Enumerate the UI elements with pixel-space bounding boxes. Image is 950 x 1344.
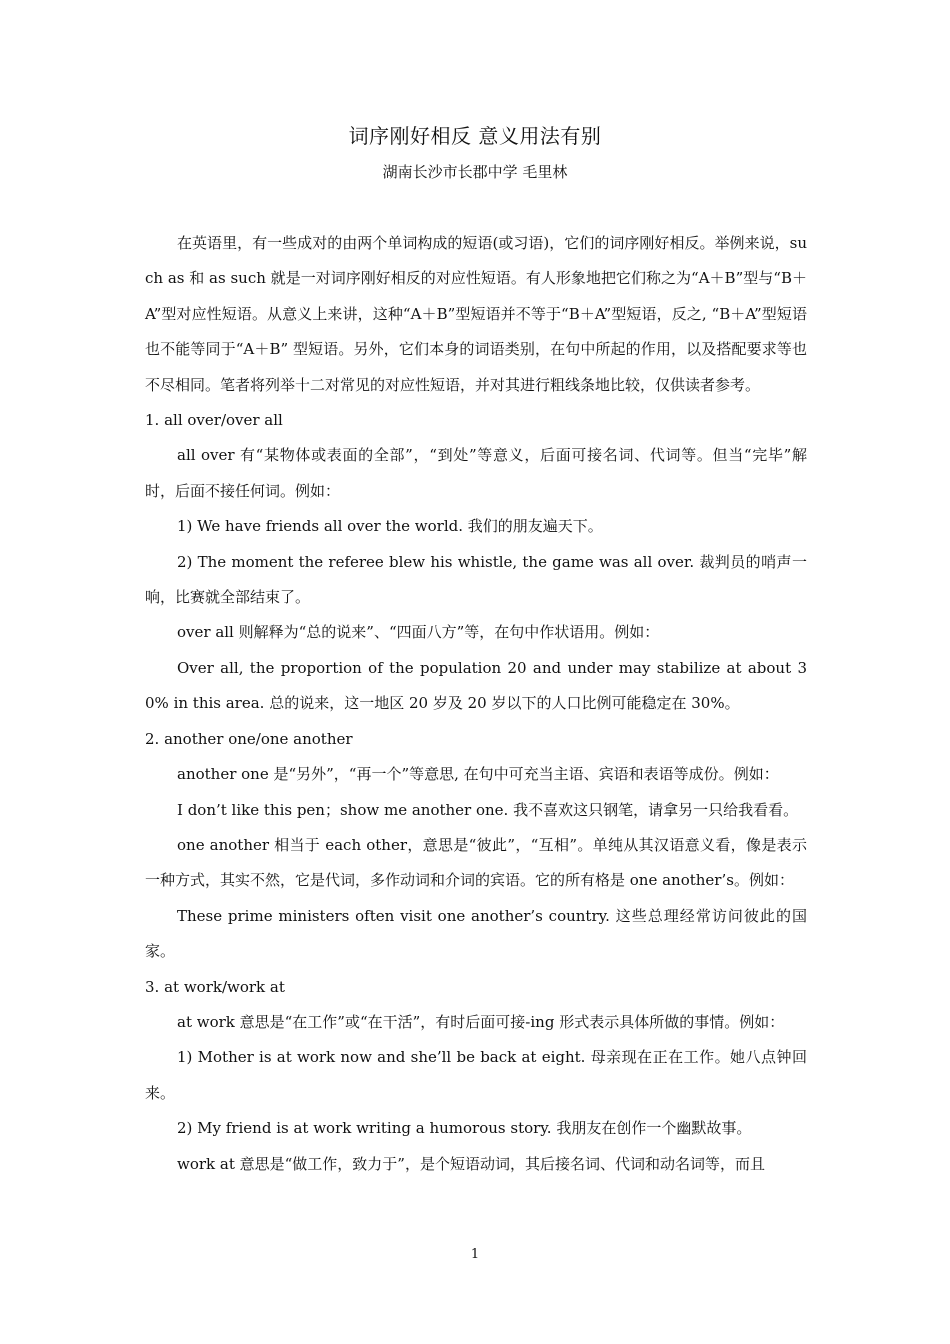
document-body: [145, 226, 807, 1182]
section-heading: 3. at work/work at: [145, 977, 285, 996]
paragraph: I don’t like this pen；show me another one. 我不喜欢这只钢笔，请拿另一只给我看看。: [177, 800, 799, 819]
paragraph: one another 相当于 each other，意思是“彼此”，“互相”。单纯从其汉语意义看，像是表示一种方式，其实不然，它是代词，多作动词和介词的宾语。它的所有格是 one another’s。例如：: [145, 835, 807, 890]
paragraph: work at 意思是“做工作，致力于”，是个短语动词，其后接名词、代词和动名词等，而且: [177, 1154, 765, 1173]
paragraph: over all 则解释为“总的说来”、“四面八方”等，在句中作状语用。例如：: [177, 623, 660, 642]
section-heading: 2. another one/one another: [145, 729, 353, 748]
paragraph: another one 是“另外”，“再一个”等意思, 在句中可充当主语、宾语和表语等成份。例如：: [177, 765, 779, 784]
section-heading: 1. all over/over all: [145, 411, 283, 430]
page-number: 1: [470, 1247, 480, 1262]
paragraph: at work 意思是“在工作”或“在干活”，有时后面可接-ing 形式表示具体所做的事情。例如：: [177, 1012, 785, 1031]
paragraph: 在英语里，有一些成对的由两个单词构成的短语(或习语)，它们的词序刚好相反。举例来说，such as 和 as such 就是一对词序刚好相反的对应性短语。有人形象地把它们称之为“A＋B”型与“B＋A”型对应性短语。从意义上来讲，这种“A＋B”型短语并不等于“B＋A”型短语，反之, “B＋A”型短语也不能等同于“A＋B” 型短语。另外，它们本身的词语类别，在句中所起的作用，以及搭配要求等也不尽相同。笔者将列举十二对常见的对应性短语，并对其进行粗线条地比较，仅供读者参考。: [145, 234, 807, 394]
document-author: 湖南长沙市长郡中学 毛里林: [382, 163, 568, 181]
paragraph: Over all, the proportion of the population 20 and under may stabilize at about 30% in this area. 总的说来，这一地区 20 岁及 20 岁以下的人口比例可能稳定在 30%。: [145, 658, 807, 713]
paragraph: 2) The moment the referee blew his whistle, the game was all over. 裁判员的哨声一响，比赛就全部结束了。: [145, 552, 807, 607]
paragraph: 1) Mother is at work now and she’ll be back at eight. 母亲现在正在工作。她八点钟回来。: [145, 1048, 807, 1102]
paragraph: 1) We have friends all over the world. 我们的朋友遍天下。: [177, 517, 603, 536]
paragraph: These prime ministers often visit one another’s country. 这些总理经常访问彼此的国家。: [145, 906, 807, 961]
document-title: 词序刚好相反 意义用法有别: [348, 124, 602, 148]
paragraph: 2) My friend is at work writing a humorous story. 我朋友在创作一个幽默故事。: [177, 1119, 752, 1138]
paragraph: all over 有“某物体或表面的全部”，“到处”等意义，后面可接名词、代词等。但当“完毕”解时，后面不接任何词。例如：: [145, 446, 807, 500]
